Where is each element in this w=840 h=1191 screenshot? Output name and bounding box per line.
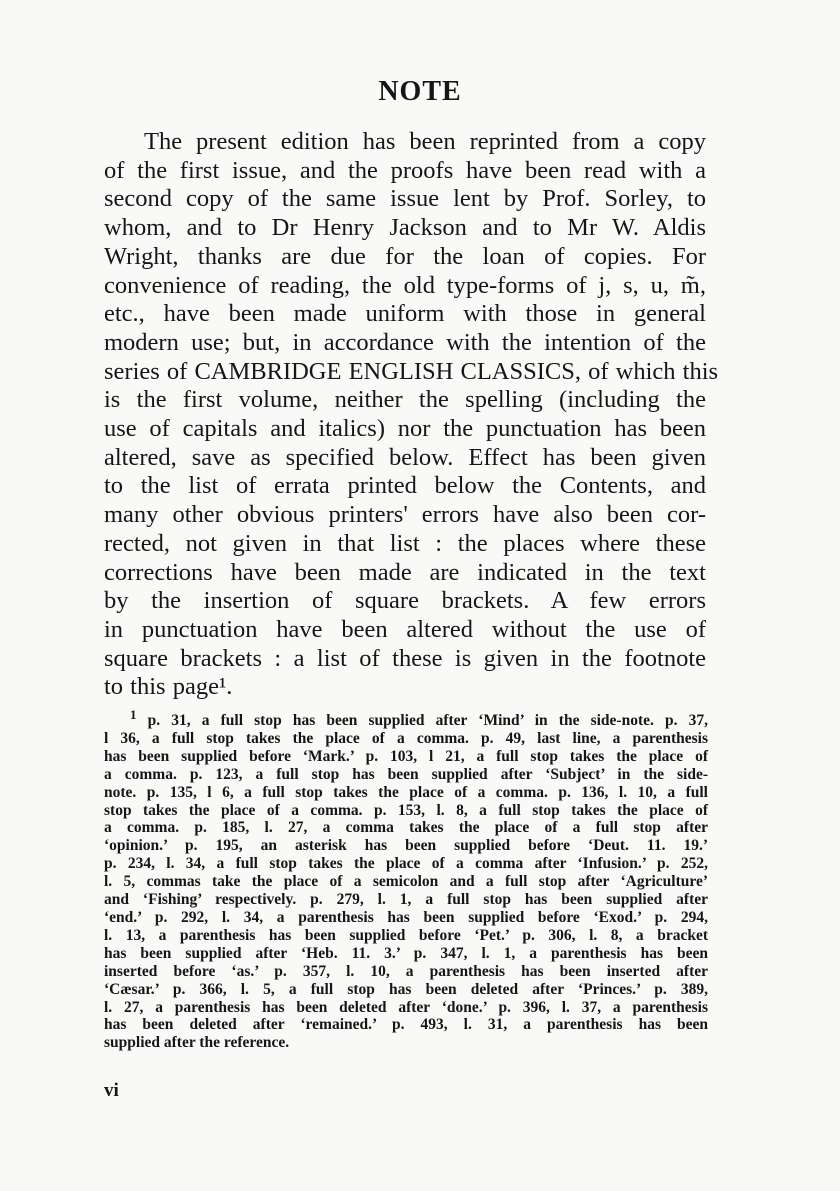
- body-line: by the insertion of square brackets. A few errors: [104, 587, 706, 615]
- footnote-line: ‘end.’ p. 292, l. 34, a parenthesis has been supplied before ‘Exod.’ p. 294,: [104, 908, 708, 926]
- page-heading: NOTE: [378, 76, 462, 107]
- body-line: to the list of errata printed below the Contents, and: [104, 472, 706, 500]
- body-line: many other obvious printers' errors have also been cor-: [104, 501, 706, 529]
- footnote-line: l. 5, commas take the place of a semicolon and a full stop after ‘Agriculture’: [104, 873, 708, 891]
- footnote-line: l 36, a full stop takes the place of a comma. p. 49, last line, a parenthesis: [104, 729, 708, 747]
- footnote-line: l. 13, a parenthesis has been supplied before ‘Pet.’ p. 306, l. 8, a bracket: [104, 926, 708, 944]
- body-line: Wright, thanks are due for the loan of copies. For: [104, 242, 706, 270]
- footnote-line: [104, 706, 708, 730]
- body-line: square brackets : a list of these is given in the footnote: [104, 644, 706, 672]
- body-line: rected, not given in that list : the places where these: [104, 529, 706, 557]
- footnote-line: a comma. p. 185, l. 27, a comma takes the place of a full stop after: [104, 819, 708, 837]
- body-line: convenience of reading, the old type-forms of j, s, u, m̃,: [104, 271, 706, 299]
- footnote: [104, 706, 708, 1052]
- footnote-line: stop takes the place of a comma. p. 153, l. 8, a full stop takes the place of: [104, 801, 708, 819]
- footnote-line: p. 234, l. 34, a full stop takes the place of a comma after ‘Infusion.’ p. 252,: [104, 855, 708, 873]
- body-line: second copy of the same issue lent by Prof. Sorley, to: [104, 185, 706, 213]
- footnote-line: and ‘Fishing’ respectively. p. 279, l. 1, a full stop has been supplied after: [104, 891, 708, 909]
- footnote-line: supplied after the reference.: [104, 1034, 290, 1052]
- body-line: of the first issue, and the proofs have been read with a: [104, 156, 706, 184]
- footnote-line: inserted before ‘as.’ p. 357, l. 10, a parenthesis has been inserted after: [104, 962, 708, 980]
- body-paragraph: [104, 128, 719, 702]
- footnote-marker: 1: [130, 706, 137, 722]
- body-line: is the first volume, neither the spelling (including the: [104, 386, 706, 414]
- page-number: vi: [104, 1080, 119, 1101]
- body-line: to this page¹.: [104, 673, 233, 701]
- body-line: series of CAMBRIDGE ENGLISH CLASSICS, of which this: [104, 357, 719, 385]
- footnote-line: has been supplied after ‘Heb. 11. 3.’ p. 347, l. 1, a parenthesis has been: [104, 944, 708, 962]
- body-line: whom, and to Dr Henry Jackson and to Mr W. Aldis: [104, 214, 706, 242]
- footnote-line: l. 27, a parenthesis has been deleted after ‘done.’ p. 396, l. 37, a parenthesis: [104, 998, 708, 1016]
- footnote-line: has been supplied before ‘Mark.’ p. 103, l 21, a full stop takes the place of: [104, 747, 708, 765]
- body-line: altered, save as specified below. Effect has been given: [104, 443, 706, 471]
- footnote-line: ‘Cæsar.’ p. 366, l. 5, a full stop has been deleted after ‘Princes.’ p. 389,: [104, 980, 708, 998]
- footnote-line: note. p. 135, l 6, a full stop takes the place of a comma. p. 136, l. 10, a full: [104, 783, 708, 801]
- body-line: use of capitals and italics) nor the punctuation has been: [104, 415, 706, 443]
- footnote-line: ‘opinion.’ p. 195, an asterisk has been supplied before ‘Deut. 11. 19.’: [104, 837, 708, 855]
- body-line: modern use; but, in accordance with the intention of the: [104, 328, 706, 356]
- body-line: The present edition has been reprinted from a copy: [144, 128, 706, 155]
- footnote-line: has been deleted after ‘remained.’ p. 493, l. 31, a parenthesis has been: [104, 1016, 708, 1034]
- body-line: in punctuation have been altered without the use of: [104, 615, 706, 643]
- footnote-line: a comma. p. 123, a full stop has been supplied after ‘Subject’ in the side-: [104, 765, 708, 783]
- body-line: etc., have been made uniform with those in general: [104, 300, 706, 328]
- body-line: corrections have been made are indicated in the text: [104, 558, 706, 586]
- footnote-line-text: p. 31, a full stop has been supplied after ‘Mind’ in the side-note. p. 37,: [147, 712, 708, 729]
